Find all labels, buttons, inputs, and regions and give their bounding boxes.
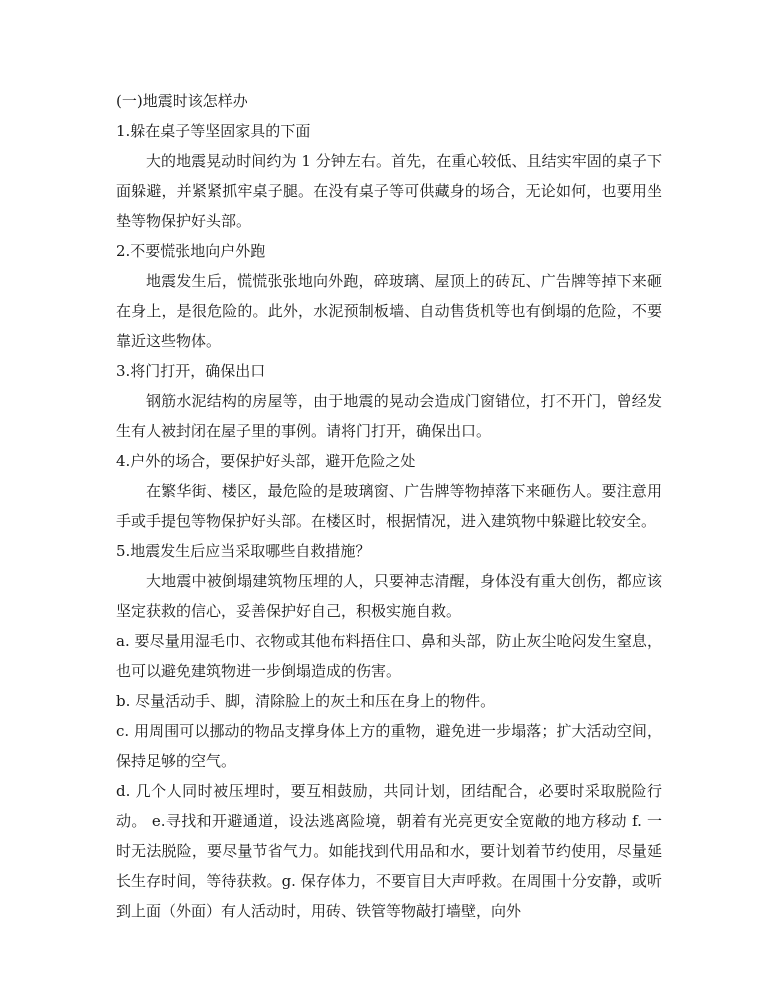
item-1-body: 大的地震晃动时间约为 1 分钟左右。首先，在重心较低、且结实牢固的桌子下面躲避，并紧紧抓牢桌子腿。在没有桌子等可供藏身的场合，无论如何，也要用坐垫等物保护好头部。: [116, 152, 662, 230]
item-2-heading: 2.不要慌张地向户外跑: [116, 242, 266, 260]
document-page: [116, 86, 662, 926]
item-1-heading: 1.躲在桌子等坚固家具的下面: [116, 122, 311, 140]
measure-b: b. 尽量活动手、脚，清除脸上的灰土和压在身上的物件。: [116, 692, 496, 710]
section-title: (一)地震时该怎样办: [116, 92, 248, 110]
measure-c: c. 用周围可以挪动的物品支撑身体上方的重物，避免进一步塌落；扩大活动空间，保持足够的空气。: [116, 722, 662, 770]
item-3-heading: 3.将门打开，确保出口: [116, 362, 266, 380]
item-5-heading: 5.地震发生后应当采取哪些自救措施？: [116, 542, 371, 560]
item-4-body: 在繁华街、楼区，最危险的是玻璃窗、广告牌等物掉落下来砸伤人。要注意用手或手提包等物保护好头部。在楼区时，根据情况，进入建筑物中躲避比较安全。: [116, 482, 662, 530]
measure-a: a. 要尽量用湿毛巾、衣物或其他布料捂住口、鼻和头部，防止灰尘呛闷发生窒息，也可以避免建筑物进一步倒塌造成的伤害。: [116, 632, 662, 680]
measure-d-to-g: d. 几个人同时被压埋时，要互相鼓励，共同计划，团结配合，必要时采取脱险行动。 e.寻找和开避通道，设法逃离险境，朝着有光亮更安全宽敞的地方移动 f. 一时无法脱险，要尽量节省气力。如能找到代用品和水，要计划着节约使用，尽量延长生存时间，等待获救。g. 保存体力，不要盲目大声呼救。在周围十分安静，或听到上面（外面）有人活动时，用砖、铁管等物敲打墙壁，向外: [116, 782, 662, 920]
item-3-body: 钢筋水泥结构的房屋等，由于地震的晃动会造成门窗错位，打不开门，曾经发生有人被封闭在屋子里的事例。请将门打开，确保出口。: [116, 392, 662, 440]
item-2-body: 地震发生后，慌慌张张地向外跑，碎玻璃、屋顶上的砖瓦、广告牌等掉下来砸在身上，是很危险的。此外，水泥预制板墙、自动售货机等也有倒塌的危险，不要靠近这些物体。: [116, 272, 662, 350]
item-4-heading: 4.户外的场合，要保护好头部，避开危险之处: [116, 452, 416, 470]
item-5-body: 大地震中被倒塌建筑物压埋的人，只要神志清醒，身体没有重大创伤，都应该坚定获救的信心，妥善保护好自己，积极实施自救。: [116, 572, 662, 620]
